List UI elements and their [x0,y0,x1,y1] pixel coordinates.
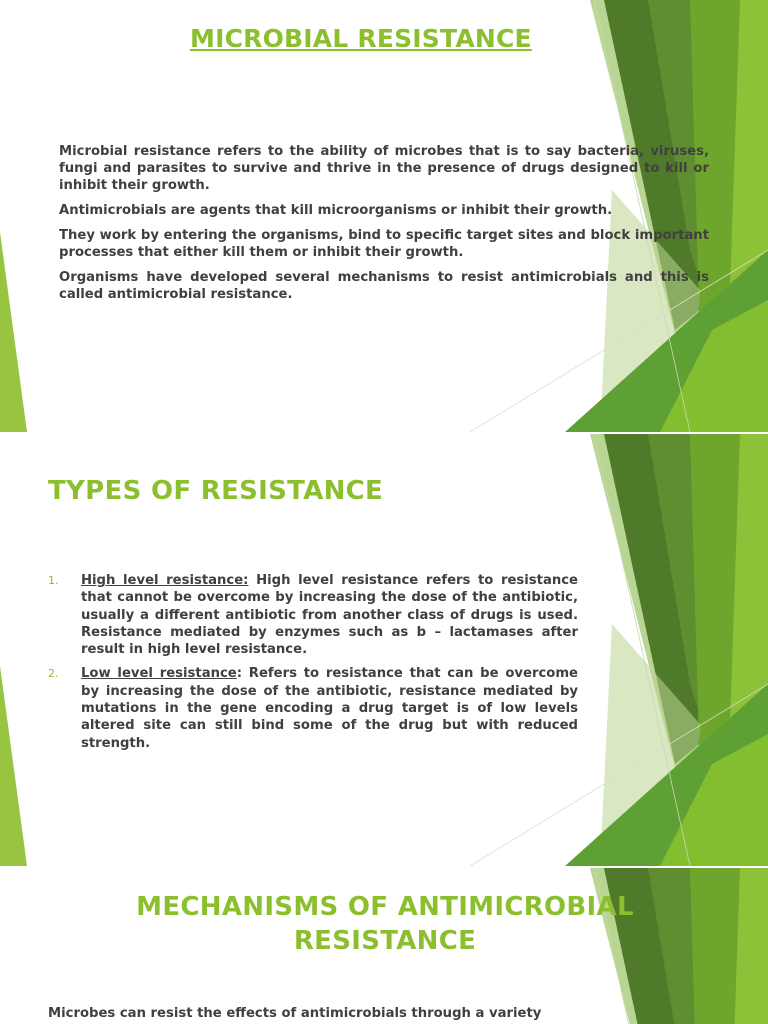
list-item [48,665,578,751]
slide-mechanisms [0,868,768,1024]
slide-title: MICROBIAL RESISTANCE [190,24,532,53]
slide-title: MECHANISMS OF ANTIMICROBIAL RESISTANCE [136,892,634,956]
body-text [59,143,709,311]
list-text: High level resistance refers to resistance that cannot be overcome by increasing the dose of the antibiotic, usually a different antibiotic from another class of drugs is used. Resistance mediated by enzymes such as b – lactamases after result in high level resistance. [81,573,578,658]
list-text: : Refers to resistance that can be overcome by increasing the dose of the antibiotic, resistance mediated by mutations in the gene encoding a drug target is of low levels altered site can still bind some of the drug but with reduced strength. [81,666,579,751]
slide-title: TYPES OF RESISTANCE [48,476,384,506]
slide-microbial-resistance [0,0,768,432]
paragraph: Microbial resistance refers to the ability of microbes that is to say bacteria, viruses, fungi and parasites to survive and thrive in the presence of drugs designed to kill or inhibit their growth. [59,144,709,193]
slide-types-of-resistance [0,434,768,866]
paragraph: Microbes can resist the effects of antimicrobials through a variety [48,1006,542,1021]
list-number: 1. [48,574,59,587]
list-term: Low level resistance [81,666,237,682]
list-term: High level resistance: [81,573,249,588]
paragraph: They work by entering the organisms, bind to specific target sites and block important processes that either kill them or inhibit their growth. [59,228,709,260]
paragraph: Organisms have developed several mechanisms to resist antimicrobials and this is called antimicrobial resistance. [59,270,709,302]
list-item [48,572,578,658]
resistance-types-list [48,572,578,759]
paragraph: Antimicrobials are agents that kill microorganisms or inhibit their growth. [59,203,613,218]
list-number: 2. [48,667,59,681]
